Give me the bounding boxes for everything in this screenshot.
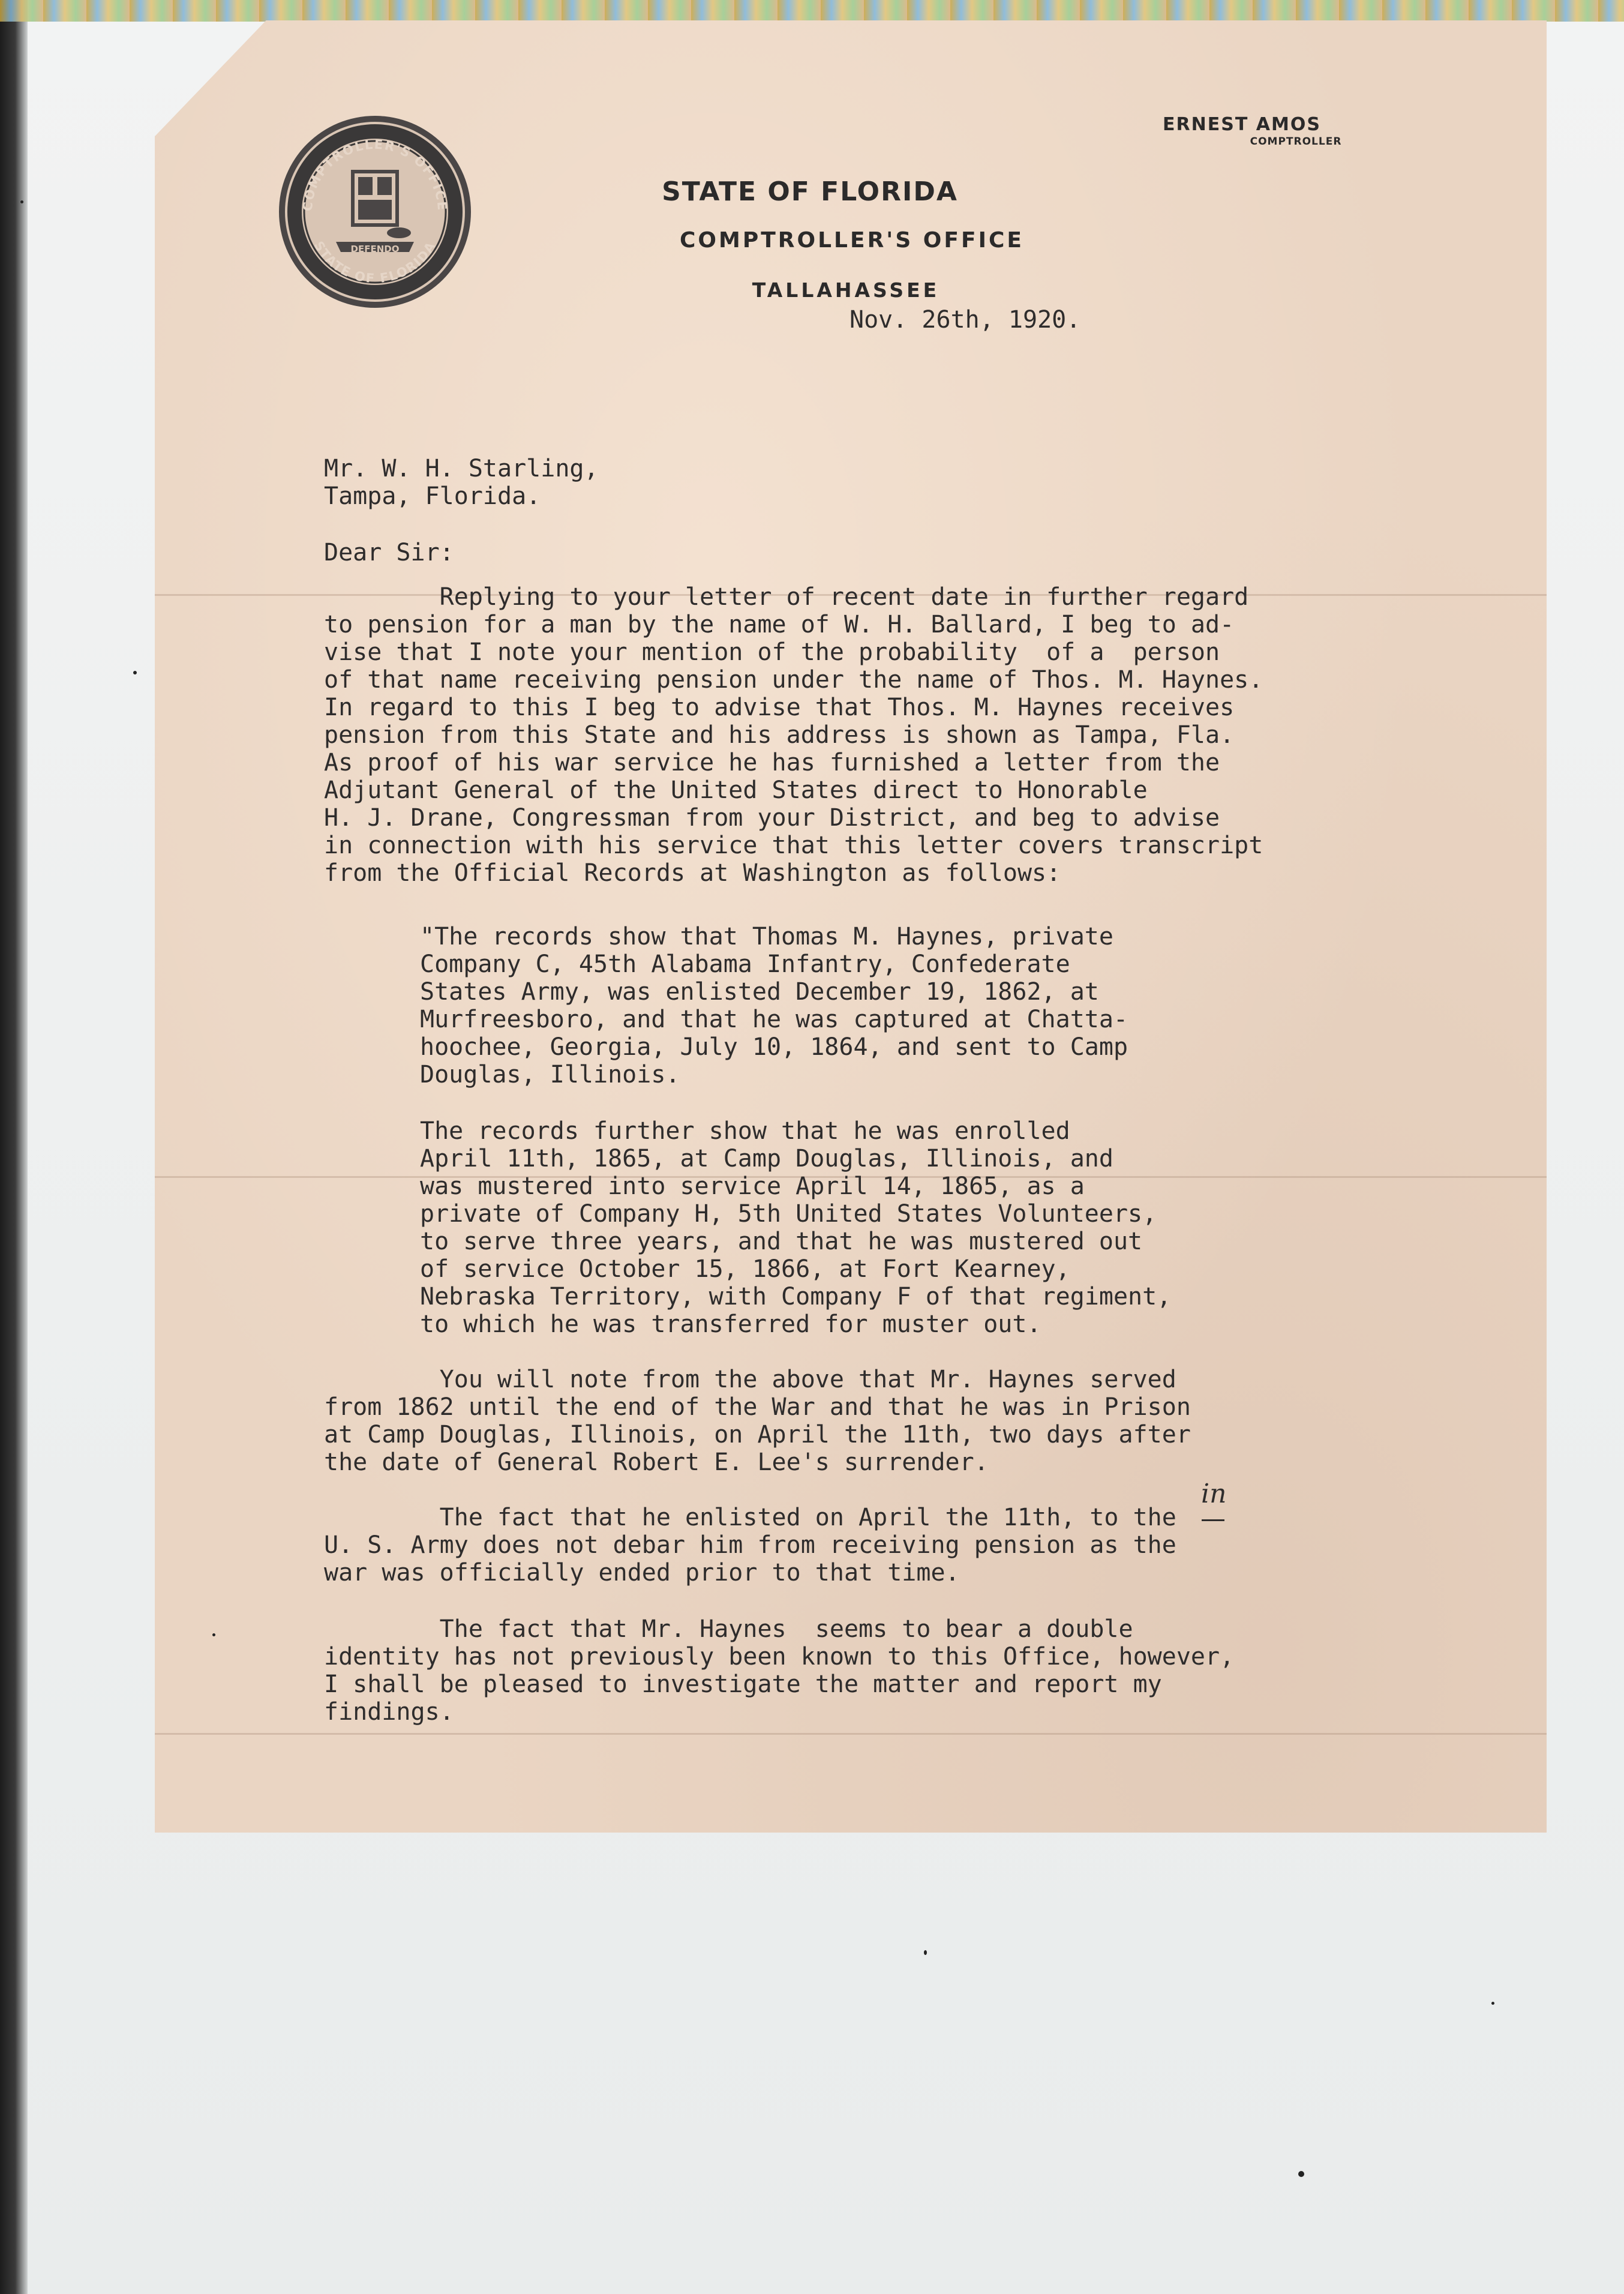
scan-speck — [20, 200, 23, 203]
paragraph-3: The fact that he enlisted on April the 11th, to the U. S. Army does not debar him from receiving pension as the war was officially ended prior to that time. — [324, 1504, 1176, 1587]
letterhead-city: TALLAHASSEE — [752, 278, 940, 302]
recipient-address: Mr. W. H. Starling, Tampa, Florida. — [324, 455, 599, 510]
strikethrough-mark — [1202, 1519, 1224, 1521]
svg-text:COMPTROLLER'S OFFICE: COMPTROLLER'S OFFICE — [300, 137, 450, 212]
paper-fold — [155, 1733, 1547, 1735]
paragraph-2: You will note from the above that Mr. Haynes served from 1862 until the end of the War and that he was in Prison at Camp Douglas, Illinois, on April the 11th, two days after the date of General Robert E. Lee's surrender. — [324, 1366, 1191, 1476]
svg-text:DEFENDO: DEFENDO — [350, 244, 400, 254]
quoted-record-2: The records further show that he was enrolled April 11th, 1865, at Camp Douglas, Illinois, and was mustered into service April 14, 1865, as a private of Company H, 5th United States Volunteers, to serve three years, and that he was mustered out of service October 15, 1866, at Fort Kearney, Nebraska Territory, with Company F of that regiment, to which he was transferred for muster out. — [420, 1117, 1172, 1338]
scan-speck — [924, 1950, 927, 1955]
scanner-color-band — [0, 0, 1624, 22]
official-name: ERNEST AMOS — [1163, 114, 1321, 135]
official-title: COMPTROLLER — [1250, 136, 1342, 148]
letterhead-state: STATE OF FLORIDA — [662, 176, 958, 207]
scan-speck — [133, 671, 137, 674]
scan-speck — [212, 1633, 215, 1636]
paragraph-1: Replying to your letter of recent date in further regard to pension for a man by the name of W. H. Ballard, I beg to ad- vise that I note your mention of the probability of a person of that name receiving pension under the name of Thos. M. Haynes. In regard to this I beg to advise that Thos. M. Haynes receives pension from this State and his address is shown as Tampa, Fla. As proof of his war service he has furnished a letter from the Adjutant General of the United States direct to Honorable H. J. Drane, Congressman from your District, and beg to advise in connection with his service that this letter covers transcript from the Official Records at Washington as follows: — [324, 583, 1263, 887]
paragraph-4: The fact that Mr. Haynes seems to bear a double identity has not previously been known to this Office, however, I shall be pleased to investigate the matter and report my findings. — [324, 1615, 1235, 1726]
salutation: Dear Sir: — [324, 539, 454, 566]
scan-speck — [1298, 2171, 1304, 2177]
letterhead-office: COMPTROLLER'S OFFICE — [680, 228, 1024, 253]
comptroller-seal-icon — [276, 113, 474, 311]
scanner-edge — [0, 0, 28, 2294]
scan-speck — [1491, 2002, 1494, 2005]
svg-text:STATE OF FLORIDA: STATE OF FLORIDA — [311, 238, 439, 286]
quoted-record-1: "The records show that Thomas M. Haynes, private Company C, 45th Alabama Infantry, Confederate States Army, was enlisted December 19, 1862, at Murfreesboro, and that he was captured at Chatta- hoochee, Georgia, July 10, 1864, and sent to Camp Douglas, Illinois. — [420, 923, 1128, 1088]
handwritten-correction: in — [1201, 1479, 1227, 1509]
letter-date: Nov. 26th, 1920. — [849, 306, 1081, 334]
